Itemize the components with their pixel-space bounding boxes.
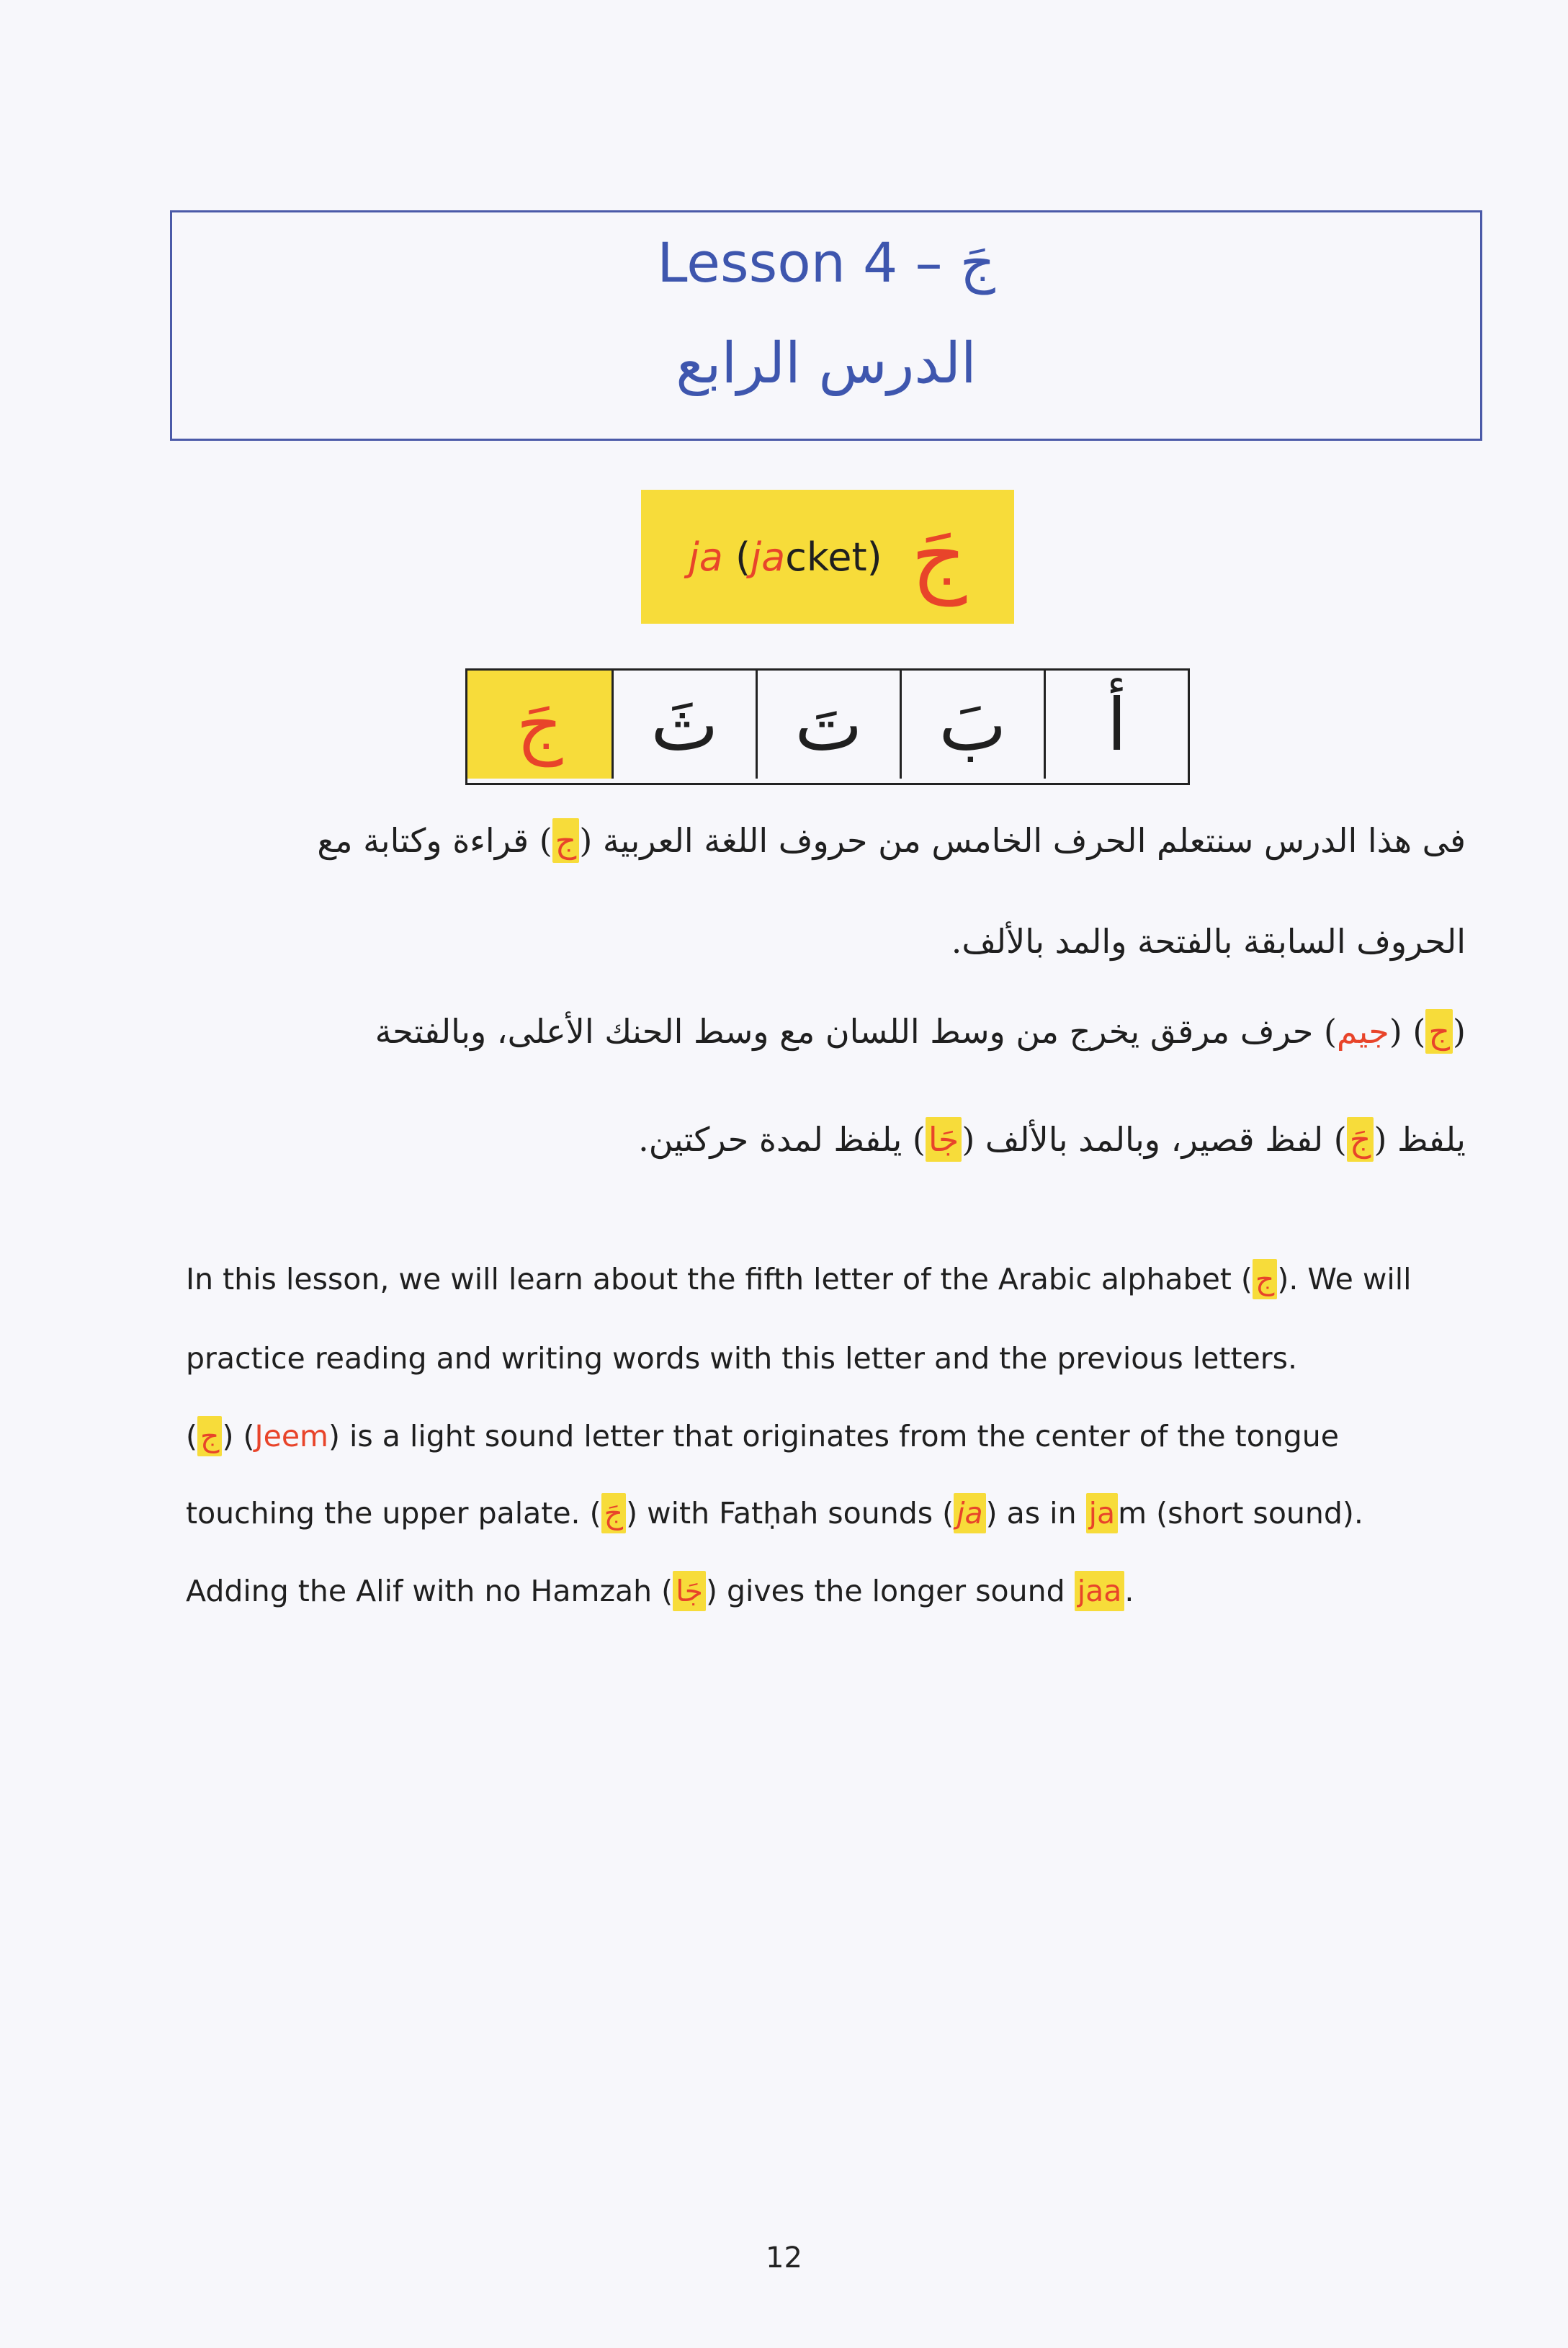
english-paragraph-line-2: practice reading and writing words with this letter and the previous letters.	[186, 1341, 1298, 1376]
arabic-paragraph-line-3: (ج) (جيم) حرف مرقق يخرج من وسط اللسان مع وسط الحنك الأعلى، وبالفتحة	[375, 1012, 1466, 1051]
arabic-paragraph-line-4: يلفظ (جَ) لفظ قصير، وبالمد بالألف (جَا) يلفظ لمدة حركتين.	[638, 1120, 1466, 1159]
letter-cell-ba: بَ	[900, 671, 1044, 779]
english-paragraph-line-4: touching the upper palate. (جَ) with Fatḥah sounds (ja) as in jam (short sound).	[186, 1496, 1363, 1531]
lesson-title: Lesson 4 – جَ	[657, 230, 995, 295]
english-paragraph-line-1: In this lesson, we will learn about the fifth letter of the Arabic alphabet (ج). We will	[186, 1262, 1412, 1296]
letter-cell-ta: تَ	[756, 671, 900, 779]
page-number: 12	[766, 2241, 802, 2275]
english-paragraph-line-3: (ج) (Jeem) is a light sound letter that originates from the center of the tongue	[186, 1419, 1339, 1453]
arabic-paragraph-line-2: الحروف السابقة بالفتحة والمد بالألف.	[951, 922, 1466, 961]
english-paragraph-line-5: Adding the Alif with no Hamzah (جَا) gives the longer sound jaa.	[186, 1574, 1134, 1608]
lesson-title-arabic: الدرس الرابع	[676, 331, 977, 396]
hero-letter: جَ	[910, 506, 967, 606]
lesson-title-box	[170, 210, 1482, 441]
letter-hero-card	[641, 490, 1014, 624]
letter-cell-jeem: جَ	[467, 671, 611, 779]
letter-pronunciation: ja (jacket)	[688, 534, 882, 580]
letter-cell-alif: أ	[1044, 671, 1188, 779]
arabic-paragraph-line-1: فى هذا الدرس سنتعلم الحرف الخامس من حروف اللغة العربية (ج) قراءة وكتابة مع	[317, 821, 1466, 860]
letters-learned-row	[465, 668, 1190, 785]
letter-cell-tha: ثَ	[611, 671, 756, 779]
